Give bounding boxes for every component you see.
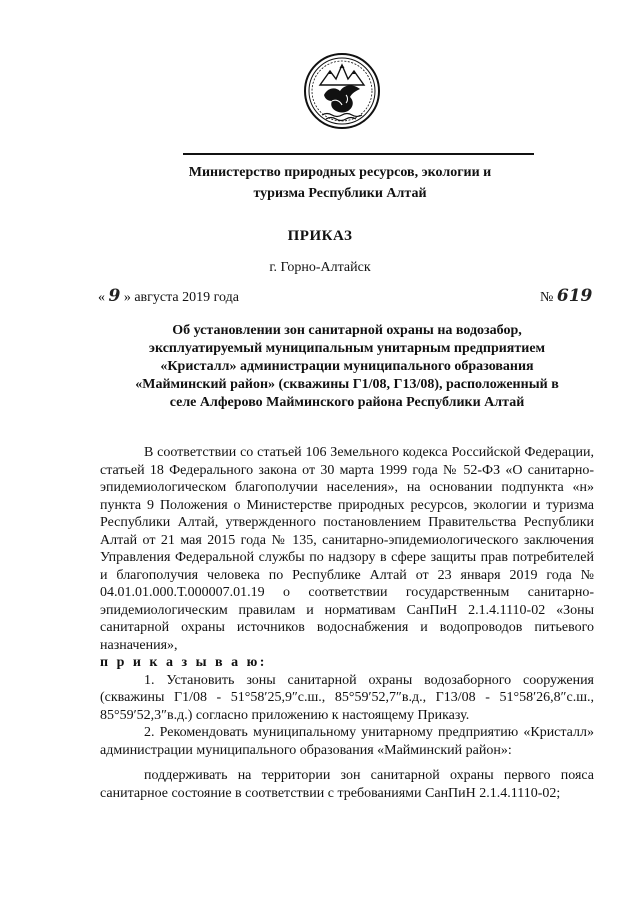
order-date — [98, 286, 239, 306]
order-number-handwritten: 619 — [556, 286, 593, 306]
city: г. Горно-Алтайск — [269, 260, 371, 275]
order-number-label: № — [540, 290, 554, 305]
item-2-subparagraph: поддерживать на территории зон санитарной охраны первого пояса санитарное состояние в соответствии с требованиями СанПиН 2.1.4.1110-02; — [100, 768, 594, 801]
emblem-of-altai-republic-icon — [302, 51, 382, 131]
ministry-name — [150, 162, 530, 204]
order-number — [540, 286, 592, 306]
date-rest: » августа 2019 года — [123, 290, 239, 305]
ministry-name-line-2: туризма Республики Алтай — [253, 186, 427, 201]
order-word: п р и к а з ы в а ю: — [100, 655, 267, 670]
subject-line-4: «Майминский район» (скважины Г1/08, Г13/08), расположенный в — [135, 377, 559, 392]
order-subject — [100, 322, 594, 412]
order-body — [100, 444, 594, 802]
subject-line-2: эксплуатируемый муниципальным унитарным предприятием — [148, 341, 546, 356]
subject-line-3: «Кристалл» администрации муниципального образования — [160, 359, 534, 374]
document-title: ПРИКАЗ — [287, 228, 353, 244]
header-rule — [183, 153, 534, 155]
date-day-handwritten: 9 — [108, 286, 121, 306]
subject-line-1: Об установлении зон санитарной охраны на водозабор, — [172, 323, 522, 338]
date-open-quote: « — [98, 290, 105, 305]
item-1-paragraph: 1. Установить зоны санитарной охраны водозаборного сооружения (скважины Г1/08 - 51°58′25,9″с.ш., 85°59′52,7″в.д., Г13/08 - 51°58′26,8″с.ш., 85°59′52,3″в.д.) согласно приложению к настоящему Приказу. — [100, 672, 594, 723]
ministry-name-line-1: Министерство природных ресурсов, экологии и — [188, 165, 492, 180]
preamble-paragraph: В соответствии со статьей 106 Земельного кодекса Российской Федерации, статьей 18 Федерального закона от 30 марта 1999 года № 52-ФЗ «О санитарно-эпидемиологическом благополучии населения», на основании подпункта «н» пункта 9 Положения о Министерстве природных ресурсов, экологии и туризма Республики Алтай, утвержденного постановлением Правительства Республики Алтай от 21 мая 2015 года № 135, санитарно-эпидемиологического заключения Управления Федеральной службы по надзору в сфере защиты прав потребителей и благополучия человека по Республике Алтай от 23 января 2019 года № 04.01.01.000.Т.000007.01.19 о соответствии государственным санитарно-эпидемиологическим правилам и нормативам СанПиН 2.1.4.1110-02 «Зоны санитарной охраны источников водоснабжения и водопроводов питьевого назначения», — [100, 445, 594, 653]
item-2-paragraph: 2. Рекомендовать муниципальному унитарному предприятию «Кристалл» администрации муниципального образования «Майминский район»: — [100, 725, 594, 758]
subject-line-5: селе Алферово Майминского района Республики Алтай — [169, 395, 525, 410]
